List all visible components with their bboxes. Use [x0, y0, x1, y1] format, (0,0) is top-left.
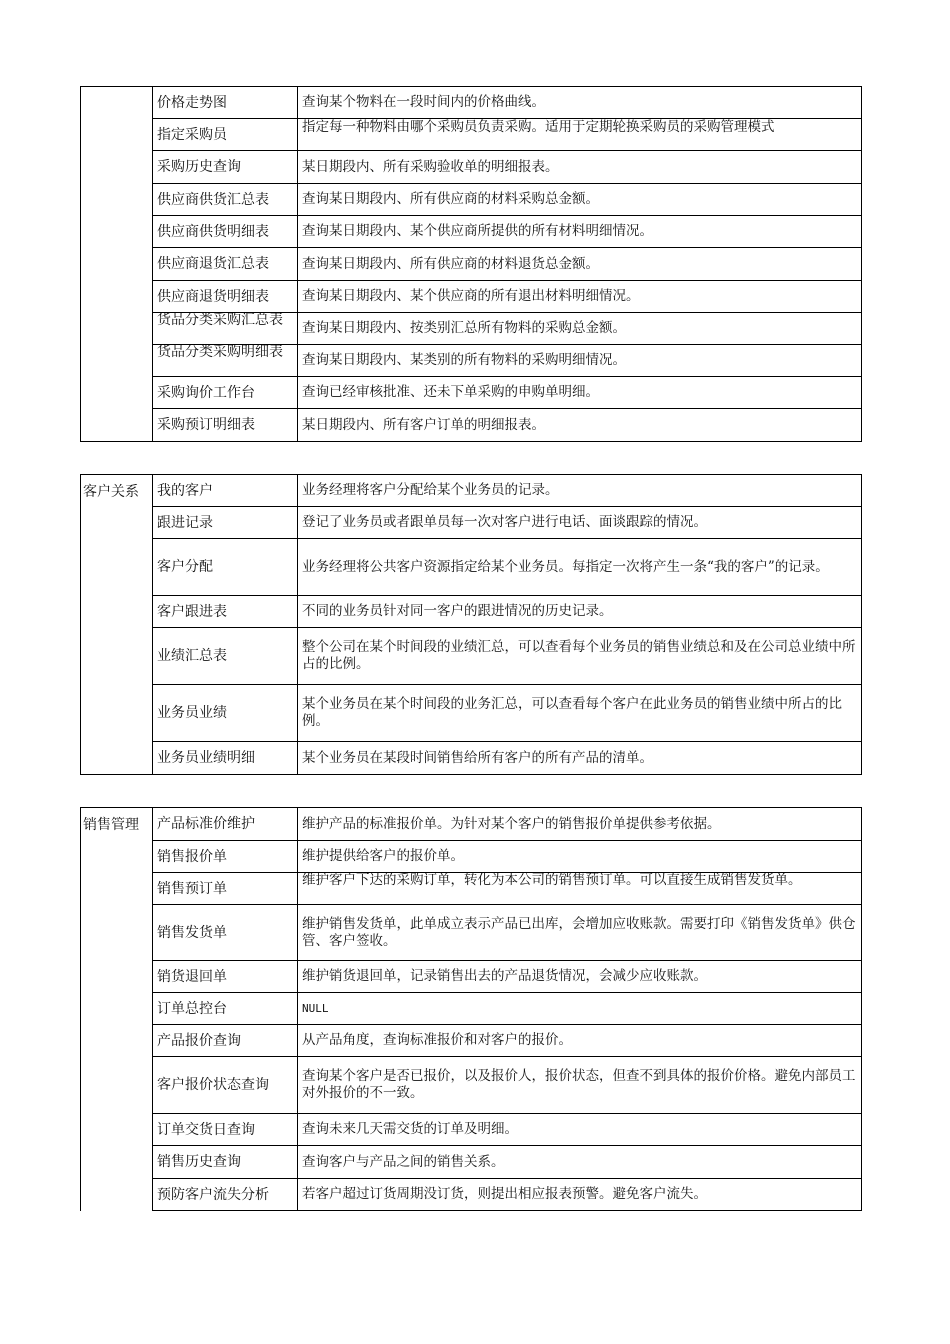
function-name: 客户分配	[153, 539, 298, 595]
function-name: 指定采购员	[153, 119, 298, 150]
section-rows	[153, 475, 862, 774]
function-desc: 整个公司在某个时间段的业绩汇总，可以查看每个业务员的销售业绩总和及在公司总业绩中所占的比例。	[298, 628, 862, 684]
function-desc: 某日期段内、所有客户订单的明细报表。	[298, 409, 862, 441]
function-desc: 查询某日期段内、按类别汇总所有物料的采购总金额。	[298, 313, 862, 344]
function-name: 跟进记录	[153, 507, 298, 538]
function-name: 供应商供货明细表	[153, 216, 298, 247]
function-desc: 若客户超过订货周期没订货，则提出相应报表预警。避免客户流失。	[298, 1179, 862, 1210]
function-desc: NULL	[298, 993, 862, 1024]
function-name: 供应商退货明细表	[153, 281, 298, 312]
function-desc: 查询某日期段内、某个供应商的所有退出材料明细情况。	[298, 281, 862, 312]
table-row	[153, 993, 862, 1025]
function-desc: 维护销货退回单，记录销售出去的产品退货情况，会减少应收账款。	[298, 961, 862, 992]
function-name: 销售历史查询	[153, 1146, 298, 1178]
function-desc: 查询某个客户是否已报价，以及报价人，报价状态，但查不到具体的报价价格。避免内部员工对外报价的不一致。	[298, 1057, 862, 1113]
function-desc: 业务经理将客户分配给某个业务员的记录。	[298, 475, 862, 506]
table-row	[153, 1146, 862, 1179]
function-desc: 查询已经审核批准、还未下单采购的申购单明细。	[298, 377, 862, 408]
table-row	[153, 873, 862, 905]
table-row	[153, 151, 862, 184]
table-row	[153, 313, 862, 345]
section-gap	[80, 442, 862, 474]
function-desc: 业务经理将公共客户资源指定给某个业务员。每指定一次将产生一条“我的客户”的记录。	[298, 539, 862, 595]
function-name: 订单交货日查询	[153, 1114, 298, 1145]
function-name: 货品分类采购汇总表	[153, 313, 298, 344]
table-row	[153, 119, 862, 151]
table-row	[153, 596, 862, 628]
table-row	[153, 281, 862, 313]
section-gap	[80, 775, 862, 807]
function-desc: 查询客户与产品之间的销售关系。	[298, 1146, 862, 1178]
table-row	[153, 628, 862, 685]
module-cell: 客户关系	[81, 475, 153, 774]
function-desc: 某日期段内、所有采购验收单的明细报表。	[298, 151, 862, 183]
function-name: 客户跟进表	[153, 596, 298, 627]
function-name: 业务员业绩明细	[153, 742, 298, 774]
table-row	[153, 841, 862, 873]
section-customer-relations	[80, 474, 862, 775]
section-rows	[153, 87, 862, 441]
table-row	[153, 1179, 862, 1211]
function-name: 供应商退货汇总表	[153, 248, 298, 280]
function-name: 销售发货单	[153, 905, 298, 960]
function-desc: 某个业务员在某个时间段的业务汇总，可以查看每个客户在此业务员的销售业绩中所占的比例。	[298, 685, 862, 741]
function-desc: 登记了业务员或者跟单员每一次对客户进行电话、面谈跟踪的情况。	[298, 507, 862, 538]
function-name: 销售报价单	[153, 841, 298, 872]
table-row	[153, 248, 862, 281]
table-row	[153, 345, 862, 377]
function-name: 预防客户流失分析	[153, 1179, 298, 1210]
module-cell	[81, 87, 153, 441]
function-desc: 查询某日期段内、所有供应商的材料退货总金额。	[298, 248, 862, 280]
section-rows	[153, 808, 862, 1211]
function-desc: 查询未来几天需交货的订单及明细。	[298, 1114, 862, 1145]
table-row	[153, 409, 862, 441]
table-row	[153, 961, 862, 993]
function-name: 采购预订明细表	[153, 409, 298, 441]
function-desc: 查询某个物料在一段时间内的价格曲线。	[298, 87, 862, 118]
function-desc: 维护产品的标准报价单。为针对某个客户的销售报价单提供参考依据。	[298, 808, 862, 840]
table-row	[153, 742, 862, 774]
module-cell: 销售管理	[81, 808, 153, 1211]
function-desc: 查询某日期段内、某类别的所有物料的采购明细情况。	[298, 345, 862, 376]
function-name: 订单总控台	[153, 993, 298, 1024]
section-sales-management	[80, 807, 862, 1211]
function-name: 采购历史查询	[153, 151, 298, 183]
function-desc: 某个业务员在某段时间销售给所有客户的所有产品的清单。	[298, 742, 862, 774]
table-row	[153, 377, 862, 409]
function-table	[80, 86, 862, 1211]
table-row	[153, 87, 862, 119]
function-name: 客户报价状态查询	[153, 1057, 298, 1113]
function-desc: 不同的业务员针对同一客户的跟进情况的历史记录。	[298, 596, 862, 627]
function-name: 销售预订单	[153, 873, 298, 904]
table-row	[153, 1057, 862, 1114]
function-desc: 查询某日期段内、所有供应商的材料采购总金额。	[298, 184, 862, 215]
table-row	[153, 216, 862, 248]
function-name: 业务员业绩	[153, 685, 298, 741]
function-name: 货品分类采购明细表	[153, 345, 298, 376]
function-name: 我的客户	[153, 475, 298, 506]
table-row	[153, 905, 862, 961]
table-row	[153, 475, 862, 507]
function-desc: 查询某日期段内、某个供应商所提供的所有材料明细情况。	[298, 216, 862, 247]
function-desc: 从产品角度，查询标准报价和对客户的报价。	[298, 1025, 862, 1056]
function-name: 销货退回单	[153, 961, 298, 992]
function-name: 业绩汇总表	[153, 628, 298, 684]
table-row	[153, 808, 862, 841]
function-name: 产品报价查询	[153, 1025, 298, 1056]
table-row	[153, 184, 862, 216]
table-row	[153, 685, 862, 742]
function-desc: 维护提供给客户的报价单。	[298, 841, 862, 872]
function-desc: 指定每一种物料由哪个采购员负责采购。适用于定期轮换采购员的采购管理模式	[298, 119, 862, 150]
function-name: 产品标准价维护	[153, 808, 298, 840]
table-row	[153, 507, 862, 539]
function-name: 价格走势图	[153, 87, 298, 118]
function-desc: 维护客户下达的采购订单，转化为本公司的销售预订单。可以直接生成销售发货单。	[298, 873, 862, 904]
function-name: 采购询价工作台	[153, 377, 298, 408]
table-row	[153, 1025, 862, 1057]
section-purchasing	[80, 86, 862, 442]
table-row	[153, 539, 862, 596]
function-name: 供应商供货汇总表	[153, 184, 298, 215]
function-desc: 维护销售发货单，此单成立表示产品已出库，会增加应收账款。需要打印《销售发货单》供仓管、客户签收。	[298, 905, 862, 960]
table-row	[153, 1114, 862, 1146]
